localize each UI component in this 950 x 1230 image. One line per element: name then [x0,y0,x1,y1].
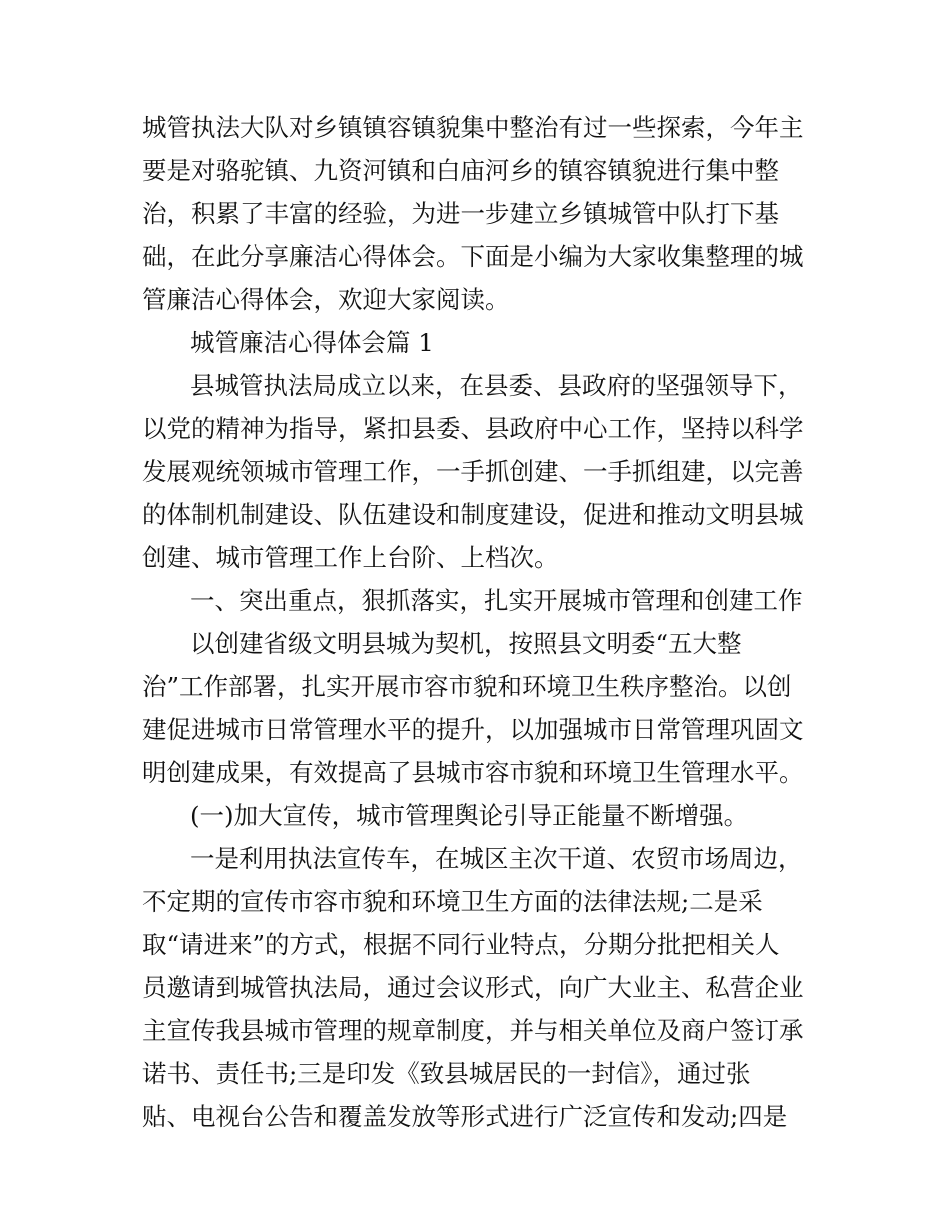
text-line: 员邀请到城管执法局，通过会议形式，向广大业主、私营企业 [142,973,804,1002]
text-line: 的体制机制建设、队伍建设和制度建设，促进和推动文明县城 [142,500,804,529]
text-line: 建促进城市日常管理水平的提升，以加强城市日常管理巩固文 [142,715,804,744]
text-line: 治”工作部署，扎实开展市容市貌和环境卫生秩序整治。以创 [142,672,792,701]
text-line: 创建、城市管理工作上台阶、上档次。 [142,543,559,572]
text-line: 诺书、责任书;三是印发《致县城居民的一封信》，通过张 [142,1059,751,1088]
text-line: 要是对骆驼镇、九资河镇和白庙河乡的镇容镇貌进行集中整 [142,156,779,185]
subheading: (一)加大宣传，城市管理舆论引导正能量不断增强。 [190,801,749,830]
text-line: 不定期的宣传市容市貌和环境卫生方面的法律法规;二是采 [142,887,763,916]
text-line: 以创建省级文明县城为契机，按照县文明委“五大整 [190,629,742,658]
text-line: 主宣传我县城市管理的规章制度，并与相关单位及商户签订承 [142,1016,804,1045]
text-line: 取“请进来”的方式，根据不同行业特点，分期分批把相关人 [142,930,780,959]
text-line: 治，积累了丰富的经验，为进一步建立乡镇城管中队打下基 [142,199,779,228]
text-line: 贴、电视台公告和覆盖发放等形式进行广泛宣传和发动;四是 [142,1102,788,1131]
text-line: 县城管执法局成立以来，在县委、县政府的坚强领导下， [190,371,803,400]
text-line: 明创建成果，有效提高了县城市容市貌和环境卫生管理水平。 [142,758,804,787]
subheading: 一、突出重点，狠抓落实，扎实开展城市管理和创建工作 [190,586,803,615]
text-line: 础，在此分享廉洁心得体会。下面是小编为大家收集整理的城 [142,242,804,271]
text-line: 以党的精神为指导，紧扣县委、县政府中心工作，坚持以科学 [142,414,804,443]
text-line: 城管执法大队对乡镇镇容镇貌集中整治有过一些探索，今年主 [142,113,804,142]
section-heading: 城管廉洁心得体会篇 1 [190,328,434,357]
text-line: 一是利用执法宣传车，在城区主次干道、农贸市场周边， [190,844,803,873]
text-line: 管廉洁心得体会，欢迎大家阅读。 [142,285,510,314]
text-line: 发展观统领城市管理工作，一手抓创建、一手抓组建，以完善 [142,457,804,486]
